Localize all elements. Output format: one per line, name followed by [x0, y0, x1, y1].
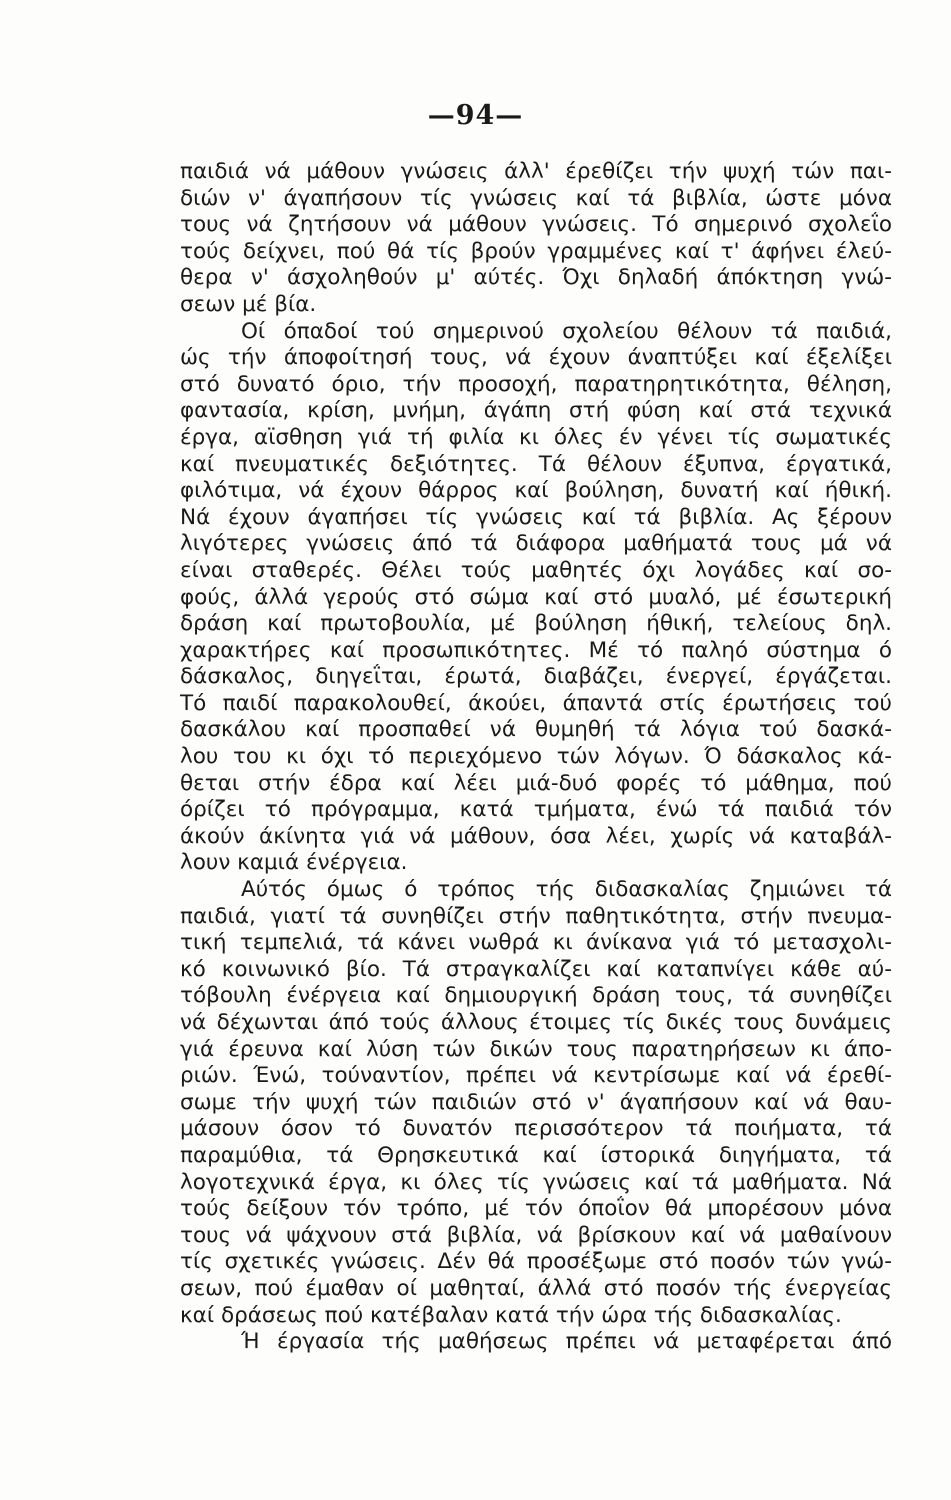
text-line: τόβουλη ένέργεια καί δημιουργική δράση τους, τά συνηθίζει [180, 983, 892, 1009]
paragraph [180, 159, 892, 319]
paragraph [180, 319, 892, 877]
text-line: λογοτεχνικά έργα, κι όλες τίς γνώσεις καί τά μαθήματα. Νά [180, 1169, 892, 1195]
text-line: άκούν άκίνητα γιά νά μάθουν, όσα λέει, χωρίς νά καταβάλ- [180, 823, 892, 849]
text-line: Ή έργασία τής μαθήσεως πρέπει νά μεταφέρεται άπό [241, 1329, 892, 1355]
text-line: τους νά ζητήσουν νά μάθουν γνώσεις. Τό σημερινό σχολεΐο [180, 212, 892, 238]
paragraph [180, 1329, 892, 1356]
body-text [180, 159, 892, 1356]
text-line: τίς σχετικές γνώσεις. Δέν θά προσέξωμε στό ποσόν τών γνώ- [180, 1249, 892, 1275]
text-line: παιδιά νά μάθουν γνώσεις άλλ' έρεθίζει τήν ψυχή τών παι- [180, 159, 892, 184]
text-line: Αύτός όμως ό τρόπος τής διδασκαλίας ζημιώνει τά [241, 877, 892, 903]
text-line: δράση καί πρωτοβουλία, μέ βούληση ήθική, τελείους δηλ. [180, 611, 892, 637]
text-line: φαντασία, κρίση, μνήμη, άγάπη στή φύση καί στά τεχνικά [180, 398, 892, 424]
text-line: έργα, αϊσθηση γιά τή φιλία κι όλες έν γένει τίς σωματικές [180, 424, 892, 450]
text-line: Οί όπαδοί τού σημερινού σχολείου θέλουν τά παιδιά, [241, 318, 892, 344]
text-line: Τό παιδί παρακολουθεί, άκούει, άπαντά στίς έρωτήσεις τού [180, 690, 892, 716]
text-line: ώς τήν άποφοίτησή τους, νά έχουν άναπτύξει καί έξελίξει [180, 345, 892, 371]
text-line: κό κοινωνικό βίο. Τά στραγκαλίζει καί καταπνίγει κάθε αύ- [180, 956, 892, 982]
text-line: τους νά ψάχνουν στά βιβλία, νά βρίσκουν καί νά μαθαίνουν [180, 1222, 892, 1248]
text-line: όρίζει τό πρόγραμμα, κατά τμήματα, ένώ τά παιδιά τόν [180, 797, 892, 823]
text-line: τική τεμπελιά, τά κάνει νωθρά κι άνίκανα γιά τό μετασχολι- [180, 930, 892, 956]
text-line: λου του κι όχι τό περιεχόμενο τών λόγων. Ό δάσκαλος κά- [180, 744, 892, 770]
text-line: σωμε τήν ψυχή τών παιδιών στό ν' άγαπήσουν καί νά θαυ- [180, 1089, 892, 1115]
text-line: καί πνευματικές δεξιότητες. Τά θέλουν έξυπνα, έργατικά, [180, 451, 892, 477]
text-line: θερα ν' άσχοληθούν μ' αύτές. Όχι δηλαδή άπόκτηση γνώ- [180, 265, 892, 291]
page-number: —94— [427, 100, 524, 131]
text-line: χαρακτήρες καί προσωπικότητες. Μέ τό παληό σύστημα ό [180, 637, 892, 663]
text-line: νά δέχωνται άπό τούς άλλους έτοιμες τίς δικές τους δυνάμεις [180, 1010, 892, 1035]
paragraph [180, 877, 892, 1329]
text-line: διών ν' άγαπήσουν τίς γνώσεις καί τά βιβλία, ώστε μόνα [180, 185, 892, 211]
text-line: φιλότιμα, νά έχουν θάρρος καί βούληση, δυνατή καί ήθική. [180, 478, 892, 504]
text-line: καί δράσεως πού κατέβαλαν κατά τήν ώρα τής διδασκαλίας. [180, 1302, 842, 1328]
text-line: ριών. Ένώ, τούναντίον, πρέπει νά κεντρίσωμε καί νά έρεθί- [180, 1063, 892, 1089]
text-line: σεων μέ βία. [180, 291, 317, 317]
text-line: δάσκαλος, διηγεΐται, έρωτά, διαβάζει, ένεργεί, έργάζεται. [180, 664, 892, 690]
text-line: λιγότερες γνώσεις άπό τά διάφορα μαθήματά τους μά νά [180, 531, 892, 557]
text-line: τούς δείξουν τόν τρόπο, μέ τόν όποΐον θά μπορέσουν μόνα [180, 1196, 892, 1222]
text-line: λουν καμιά ένέργεια. [180, 850, 408, 876]
text-line: μάσουν όσον τό δυνατόν περισσότερον τά ποιήματα, τά [180, 1116, 892, 1142]
text-line: γιά έρευνα καί λύση τών δικών τους παρατηρήσεων κι άπο- [180, 1036, 892, 1062]
text-line: παραμύθια, τά Θρησκευτικά καί ίστορικά διηγήματα, τά [180, 1142, 892, 1168]
text-line: είναι σταθερές. Θέλει τούς μαθητές όχι λογάδες καί σο- [180, 557, 892, 583]
text-line: Νά έχουν άγαπήσει τίς γνώσεις καί τά βιβλία. Ας ξέρουν [180, 504, 892, 530]
text-line: στό δυνατό όριο, τήν προσοχή, παρατηρητικότητα, θέληση, [180, 371, 892, 397]
text-line: δασκάλου καί προσπαθεί νά θυμηθή τά λόγια τού δασκά- [180, 717, 892, 743]
text-line: φούς, άλλά γερούς στό σώμα καί στό μυαλό, μέ έσωτερική [180, 584, 892, 610]
text-line: σεων, πού έμαθαν οί μαθηταί, άλλά στό ποσόν τής ένεργείας [180, 1275, 892, 1301]
text-line: τούς δείχνει, πού θά τίς βρούν γραμμένες καί τ' άφήνει έλεύ- [180, 238, 892, 264]
text-line: θεται στήν έδρα καί λέει μιά-δυό φορές τό μάθημα, πού [180, 770, 892, 796]
text-line: παιδιά, γιατί τά συνηθίζει στήν παθητικότητα, στήν πνευμα- [180, 903, 892, 929]
